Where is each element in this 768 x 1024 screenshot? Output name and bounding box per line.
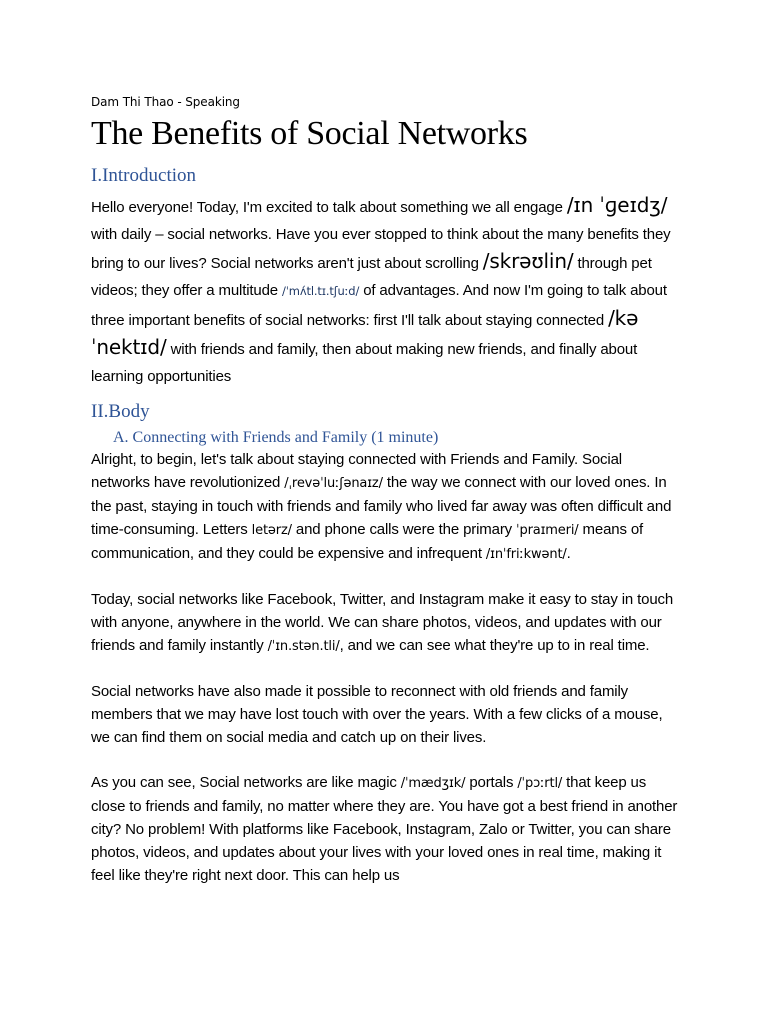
body-paragraph	[91, 771, 681, 887]
document-title: The Benefits of Social Networks	[91, 115, 528, 152]
text-run: that keep us close to friends and family, no matter where they are. You have got a best friend in another city? No problem! With platforms like Facebook, Instagram, Zalo or Twitter, you can share photos, videos, and updates about your lives with your loved ones in real time, making it feel like they're right next door. This can help us	[91, 774, 678, 884]
ipa-transcription: /ɪnˈfriːkwənt/	[485, 547, 567, 562]
text-run: portals	[465, 774, 518, 791]
body-paragraph	[91, 448, 681, 566]
ipa-transcription: ˈpraɪmeri/	[516, 523, 579, 538]
ipa-transcription: /ˌrevəˈluːʃənaɪz/	[284, 476, 383, 491]
ipa-transcription: /ɪn ˈɡeɪdʒ/	[566, 193, 668, 217]
text-run: of advantages. And now I'm going to talk about three important benefits of social networks: first I'll talk about staying connected	[91, 282, 667, 329]
ipa-transcription: /ˈmʌ́tl.tɪ.tʃuːd/	[282, 284, 360, 298]
ipa-transcription: letərz/	[251, 523, 292, 538]
section-heading-body: II.Body	[91, 401, 150, 422]
paragraph-spacer	[91, 658, 691, 680]
text-run: the way we connect with our loved ones. In the past, staying in touch with friends and family who lived far away was often difficult and time-consuming. Letters	[91, 474, 672, 538]
text-run: Today, social networks like Facebook, Twitter, and Instagram make it easy to stay in touch with anyone, anywhere in the world. We can share photos, videos, and updates with our friends and family instantly	[91, 591, 674, 654]
author-line: Dam Thi Thao - Speaking	[91, 95, 240, 109]
ipa-transcription: /ˈmædʒɪk/	[400, 776, 466, 791]
text-run: means of communication, and they could be expensive and infrequent	[91, 521, 644, 562]
ipa-transcription: /ˈɪn.stən.tli/	[267, 639, 340, 654]
subsection-heading-connecting: A. Connecting with Friends and Family (1 minute)	[113, 429, 439, 446]
ipa-transcription: /ˈpɔːrtl/	[517, 776, 563, 791]
ipa-transcription: /kəˈnektɪd/	[91, 306, 639, 359]
ipa-transcription: /skrəʊlin/	[482, 249, 574, 273]
body-paragraph	[91, 680, 681, 749]
paragraph-spacer	[91, 566, 691, 588]
text-run: As you can see, Social networks are like magic	[91, 774, 401, 791]
text-run: .	[566, 545, 571, 562]
text-run: with friends and family, then about making new friends, and finally about learning opportunities	[91, 341, 638, 385]
document-page	[91, 94, 691, 887]
paragraph-spacer	[91, 749, 691, 771]
text-run: , and we can see what they're up to in real time.	[339, 637, 650, 654]
text-run: Alright, to begin, let's talk about staying connected with Friends and Family. Social networks have revolutionized	[91, 451, 622, 491]
body-paragraph	[91, 588, 681, 658]
text-run: and phone calls were the primary	[291, 521, 517, 538]
text-run: with daily – social networks. Have you ever stopped to think about the many benefits they bring to our lives? Social networks aren't just about scrolling	[91, 226, 671, 272]
text-run: Social networks have also made it possible to reconnect with old friends and family members that we may have lost touch with over the years. With a few clicks of a mouse, we can find them on social media and catch up on their lives.	[91, 683, 663, 746]
introduction-paragraph	[91, 192, 673, 390]
text-run: Hello everyone! Today, I'm excited to talk about something we all engage	[91, 199, 567, 216]
section-heading-introduction: I.Introduction	[91, 165, 197, 186]
text-run: through pet videos; they offer a multitude	[91, 255, 652, 299]
body-paragraphs	[91, 448, 691, 887]
